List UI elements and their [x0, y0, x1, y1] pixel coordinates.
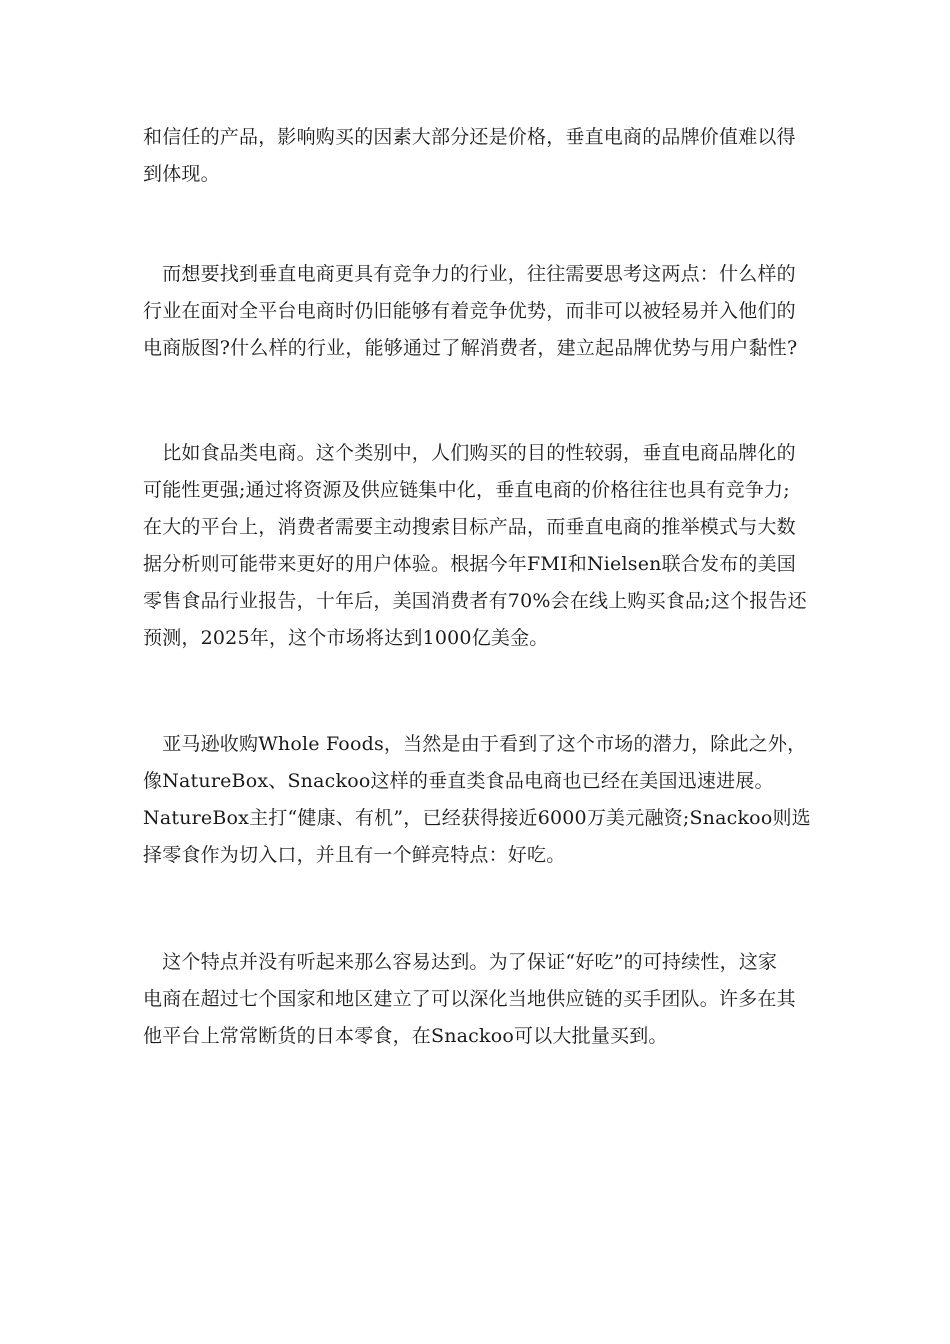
text-line: 在大的平台上，消费者需要主动搜索目标产品，而垂直电商的推举模式与大数	[143, 516, 796, 538]
text-line: 据分析则可能带来更好的用户体验。根据今年FMI和Nielsen联合发布的美国	[143, 553, 796, 575]
text-line: 比如食品类电商。这个类别中，人们购买的目的性较弱，垂直电商品牌化的	[143, 442, 796, 464]
text-line: 可能性更强;通过将资源及供应链集中化，垂直电商的价格往往也具有竞争力;	[143, 479, 790, 501]
text-line: 电商版图?什么样的行业，能够通过了解消费者，建立起品牌优势与用户黏性?	[143, 337, 798, 359]
text-line: 和信任的产品，影响购买的因素大部分还是价格，垂直电商的品牌价值难以得	[143, 126, 796, 148]
text-line: 像NatureBox、Snackoo这样的垂直类食品电商也已经在美国迅速进展。	[143, 770, 774, 792]
text-line: 电商在超过七个国家和地区建立了可以深化当地供应链的买手团队。许多在其	[143, 988, 796, 1010]
text-line: 行业在面对全平台电商时仍旧能够有着竞争优势，而非可以被轻易并入他们的	[143, 300, 796, 322]
paragraph-2	[143, 256, 803, 367]
paragraph-5	[143, 944, 803, 1055]
paragraph-4	[143, 726, 811, 874]
text-line: 亚马逊收购Whole Foods，当然是由于看到了这个市场的潜力，除此之外，	[143, 733, 807, 755]
text-line: 而想要找到垂直电商更具有竞争力的行业，往往需要思考这两点：什么样的	[143, 263, 796, 285]
text-line: 预测，2025年，这个市场将达到1000亿美金。	[143, 627, 549, 649]
paragraph-1	[143, 119, 803, 193]
text-line: 他平台上常常断货的日本零食，在Snackoo可以大批量买到。	[143, 1025, 668, 1047]
paragraph-3	[143, 435, 807, 657]
text-line: 择零食作为切入口，并且有一个鲜亮特点：好吃。	[143, 844, 566, 866]
text-line: 到体现。	[143, 163, 220, 185]
text-line: 这个特点并没有听起来那么容易达到。为了保证“好吃”的可持续性，这家	[143, 951, 778, 973]
text-line: NatureBox主打“健康、有机”，已经获得接近6000万美元融资;Snackoo则选	[143, 807, 811, 829]
text-line: 零售食品行业报告，十年后，美国消费者有70%会在线上购买食品;这个报告还	[143, 590, 807, 612]
